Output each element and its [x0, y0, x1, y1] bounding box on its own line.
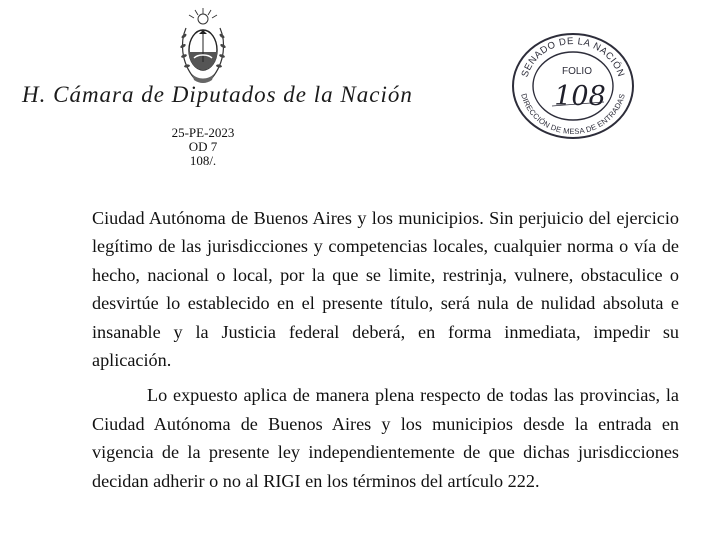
stamp-ring-bottom-text: DIRECCIÓN DE MESA DE ENTRADAS	[519, 92, 627, 137]
body-paragraph: Lo expuesto aplica de manera plena respecto de todas las provincias, la Ciudad Autónoma de Buenos Aires y los municipios desde la entrada en vigencia de la presente ley independientemente de que dichas jurisdicciones decidan adherir o no al RIGI en los términos del artículo 222.	[92, 385, 679, 491]
stamp-folio-number: 108	[554, 81, 606, 112]
senate-folio-stamp	[506, 30, 640, 142]
stamp-ring-top-text: SENADO DE LA NACIÓN	[519, 35, 627, 79]
page-reference: 108/.	[189, 153, 217, 168]
chamber-letterhead-title: H. Cámara de Diputados de la Nación	[22, 82, 413, 107]
coat-of-arms-emblem	[176, 6, 230, 88]
file-number: 25-PE-2023	[171, 125, 235, 140]
document-body	[92, 204, 679, 495]
body-paragraph: Ciudad Autónoma de Buenos Aires y los municipios. Sin perjuicio del ejercicio legítimo de las jurisdicciones y competencias locales, cualquier norma o vía de hecho, nacional o local, por la que se limite, restrinja, vulnere, obstaculice o desvirtúe lo establecido en el presente título, será nula de nulidad absoluta e insanable y la Justicia federal deberá, en forma inmediata, impedir su aplicación.	[92, 208, 679, 371]
order-of-day: OD 7	[188, 139, 218, 154]
stamp-folio-label: FOLIO	[561, 66, 593, 77]
document-reference	[148, 126, 258, 168]
